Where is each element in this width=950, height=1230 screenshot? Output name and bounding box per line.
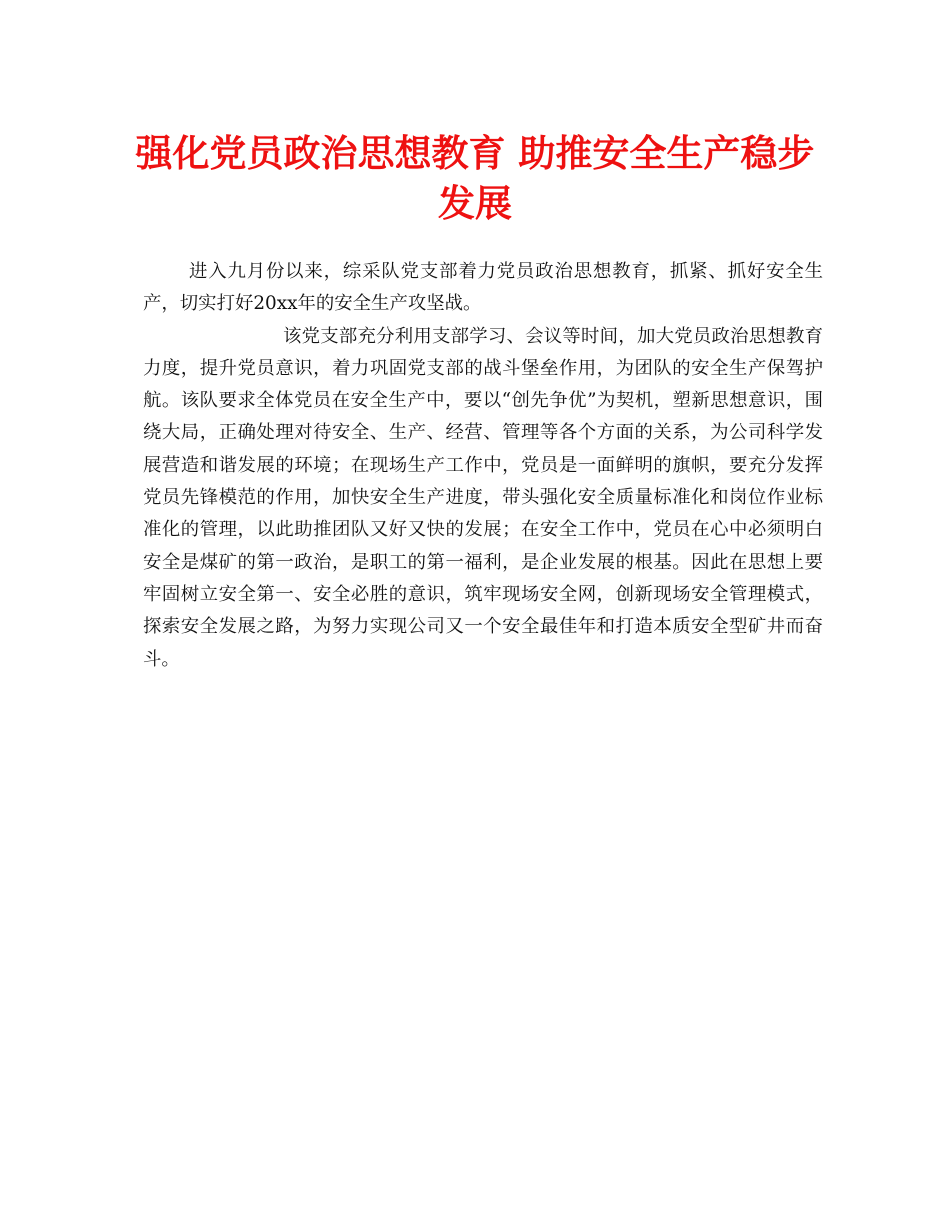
document-body [143, 256, 823, 676]
paragraph-intro: 进入九月份以来，综采队党支部着力党员政治思想教育，抓紧、抓好安全生产，切实打好20xx年的安全生产攻坚战。 [143, 261, 823, 315]
paragraph-main: 该党支部充分利用支部学习、会议等时间，加大党员政治思想教育力度，提升党员意识，着力巩固党支部的战斗堡垒作用，为团队的安全生产保驾护航。该队要求全体党员在安全生产中，要以“创先争优”为契机，塑新思想意识，围绕大局，正确处理对待安全、生产、经营、管理等各个方面的关系，为公司科学发展营造和谐发展的环境；在现场生产工作中，党员是一面鲜明的旗帜，要充分发挥党员先锋模范的作用，加快安全生产进度，带头强化安全质量标准化和岗位作业标准化的管理，以此助推团队又好又快的发展；在安全工作中，党员在心中必须明白安全是煤矿的第一政治，是职工的第一福利，是企业发展的根基。因此在思想上要牢固树立安全第一、安全必胜的意识，筑牢现场安全网，创新现场安全管理模式，探索安全发展之路，为努力实现公司又一个安全最佳年和打造本质安全型矿井而奋斗。 [143, 325, 823, 670]
document-title: 强化党员政治思想教育 助推安全生产稳步发展 [135, 131, 815, 225]
